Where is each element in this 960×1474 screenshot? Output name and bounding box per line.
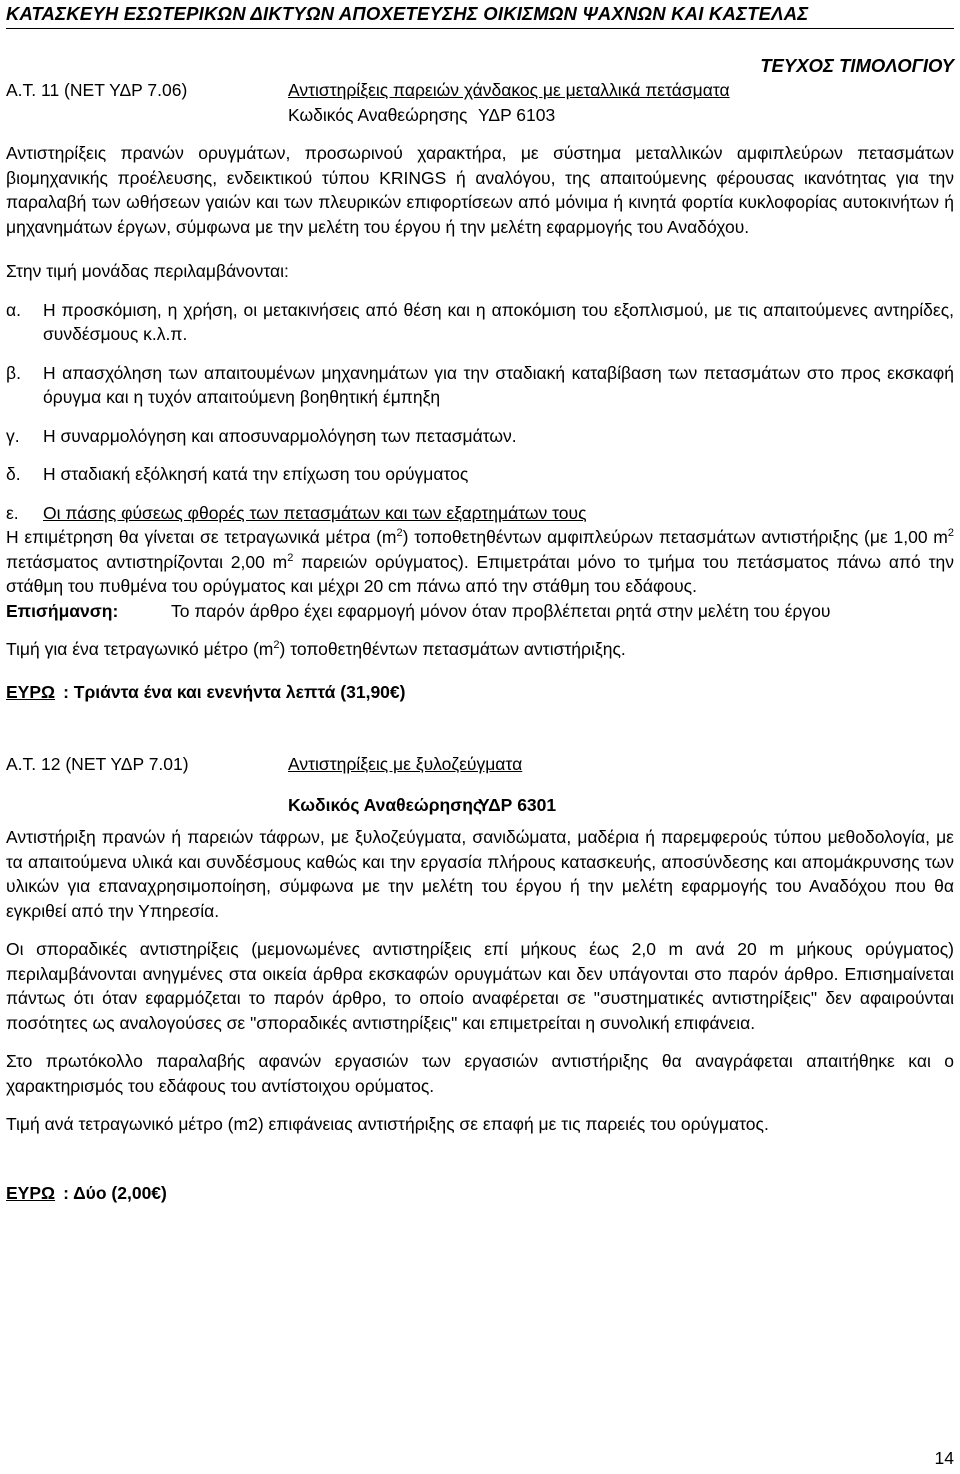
item12-price (6, 1181, 954, 1206)
list-item (6, 298, 954, 347)
item12-revision-code: ΥΔΡ 6301 (478, 794, 557, 815)
list-text: Η συναρμολόγηση και αποσυναρμολόγηση των πετασμάτων. (43, 425, 517, 446)
item12-paragraph-3: Στο πρωτόκολλο παραλαβής αφανών εργασιών των εργασιών αντιστήριξης θα αναγράφεται απαιτήθηκε και ο χαρακτηρισμός του εδάφους του αντίστοιχου ορύματος. (6, 1051, 954, 1096)
page-number: 14 (934, 1448, 954, 1468)
item12-paragraph-1: Αντιστήριξη πρανών ή παρειών τάφρων, με ξυλοζεύγματα, σανιδώματα, μαδέρια ή παρεμφερούς τύπου μεθοδολογία, με τα απαιτούμενα υλικά και συνδέσμους καθώς και την εργασία πλήρους κατασκευής, αποσύνδεσης και απομάκρυνσης των υλικών για επαναχρησιμοποίηση, σύμφωνα με την μελέτη του έργου ή την μελέτη εφαρμογής του Αναδόχου που θα εγκριθεί από την Υπηρεσία. (6, 827, 954, 921)
item11-heading (6, 78, 954, 103)
document-body (6, 78, 954, 1205)
list-marker: α. (6, 299, 21, 320)
list-marker: γ. (6, 425, 20, 446)
item11-revision (6, 103, 954, 128)
list-marker: δ. (6, 464, 21, 484)
document-header-title: ΚΑΤΑΣΚΕΥΗ ΕΣΩΤΕΡΙΚΩΝ ΔΙΚΤΥΩΝ ΑΠΟΧΕΤΕΥΣΗΣ ΟΙΚΙΣΜΩΝ ΨΑΧΝΩΝ ΚΑΙ ΚΑΣΤΕΛΑΣ (6, 3, 809, 24)
note-text: Το παρόν άρθρο έχει εφαρμογή μόνον όταν προβλέπεται ρητά στην μελέτη του έργου (171, 600, 831, 621)
list-marker: β. (6, 362, 21, 383)
euro-value: : Τριάντα ένα και ενενήντα λεπτά (31,90€) (63, 681, 406, 702)
item12-revision (6, 793, 954, 818)
list-item (6, 361, 954, 410)
item11-revision-code: ΥΔΡ 6103 (478, 104, 556, 125)
item12-revision-label: Κωδικός Αναθεώρησης (288, 794, 482, 815)
list-text: Η απασχόληση των απαιτουμένων μηχανημάτων για την σταδιακή καταβίβαση των πετασμάτων στο προς εκσκαφή όρυγμα και η τυχόν απαιτούμενη βοηθητική έμπηξη (43, 362, 954, 407)
item11-unit-price: Τιμή για ένα τετραγωνικό μέτρο $(m^2)$ τοποθετηθέντων πετασμάτων αντιστήριξης. (6, 639, 626, 659)
document-header-subtitle: ΤΕΥΧΟΣ ΤΙΜΟΛΟΓΙΟΥ (760, 55, 954, 76)
item11-price (6, 680, 954, 705)
list-item (6, 501, 954, 526)
list-marker: ε. (6, 502, 19, 523)
euro-label: ΕΥΡΩ (6, 681, 56, 702)
item11-note (6, 599, 954, 624)
item11-description: Αντιστηρίξεις πρανών ορυγμάτων, προσωρινού χαρακτήρα, με σύστημα μεταλλικών αμφιπλεύρων πετασμάτων βιομηχανικής προέλευσης, ενδεικτικού τύπου KRINGS ή αναλόγου, της απαιτούμενης φέρουσας ικανότητας για την παραλαβή των ωθήσεων γαιών και των πλευρικών επιφορτίσεων από μόνιμα ή κινητά φορτία κυκλοφορίας αυτοκινήτων ή μηχανημάτων έργων, σύμφωνα με την μελέτη του έργου ή την μελέτη εφαρμογής του Αναδόχου. (6, 143, 954, 237)
list-item (6, 462, 954, 487)
item12-heading (6, 752, 954, 777)
item12-paragraph-2: Οι σποραδικές αντιστηρίξεις (μεμονωμένες αντιστηρίξεις επί μήκους έως 2,0 m ανά 20 m μήκους ορύγματος) περιλαμβάνονται ανηγμένες στα οικεία άρθρα εκσκαφών ορυγμάτων και δεν υπάγονται στο παρόν άρθρο. Επισημαίνεται πάντως ότι όταν εφαρμόζεται το παρόν άρθρο, το οποίο αναφέρεται σε "συστηματικές αντιστηρίξεις" δεν αφαιρούνται ποσότητες ως αναλογούσες σε "σποραδικές αντιστηρίξεις" και επιμετρείται η συνολική επιφάνεια. (6, 939, 954, 1033)
euro-value: : Δύο (2,00€) (63, 1182, 167, 1203)
header-divider (6, 28, 954, 29)
item12-title: Αντιστηρίξεις με ξυλοζεύγματα (288, 754, 523, 774)
list-item (6, 424, 954, 449)
list-text: Οι πάσης φύσεως φθορές των πετασμάτων και των εξαρτημάτων τους (43, 502, 587, 523)
item11-includes-heading: Στην τιμή μονάδας περιλαμβάνονται: (6, 261, 289, 281)
note-label: Επισήμανση: (6, 600, 119, 621)
item11-code: Α.Τ. 11 (ΝΕΤ ΥΔΡ 7.06) (6, 80, 188, 100)
item12-paragraph-4: Τιμή ανά τετραγωνικό μέτρο (m2) επιφάνειας αντιστήριξης σε επαφή με τις παρειές του ορύγματος. (6, 1114, 769, 1134)
list-text: Η προσκόμιση, η χρήση, οι μετακινήσεις από θέση και η αποκόμιση του εξοπλισμού, με τις απαιτούμενες αντηρίδες, συνδέσμους κ.λ.π. (43, 299, 954, 344)
list-text: Η σταδιακή εξόλκησή κατά την επίχωση του ορύγματος (43, 464, 469, 484)
item11-revision-label: Κωδικός Αναθεώρησης (288, 104, 468, 125)
item11-measurement: Η επιμέτρηση θα γίνεται σε τετραγωνικά μέτρα $(m^2)$ τοποθετηθέντων αμφιπλεύρων πετασμάτων αντιστήριξης (με 1,00 $m^2$ πετάσματος αντιστηρίζονται 2,00 $m^2$ παρειών ορύγματος). Επιμετράται μόνο το τμήμα του πετάσματος πάνω από την στάθμη του πυθμένα του ορύγματος και μέχρι 20 cm πάνω από την στάθμη του εδάφους. (6, 527, 954, 596)
item11-title: Αντιστηρίξεις παρειών χάνδακος με μεταλλικά πετάσματα (288, 80, 730, 100)
euro-label: ΕΥΡΩ (6, 1182, 56, 1203)
item12-code: Α.Τ. 12 (ΝΕΤ ΥΔΡ 7.01) (6, 754, 189, 774)
